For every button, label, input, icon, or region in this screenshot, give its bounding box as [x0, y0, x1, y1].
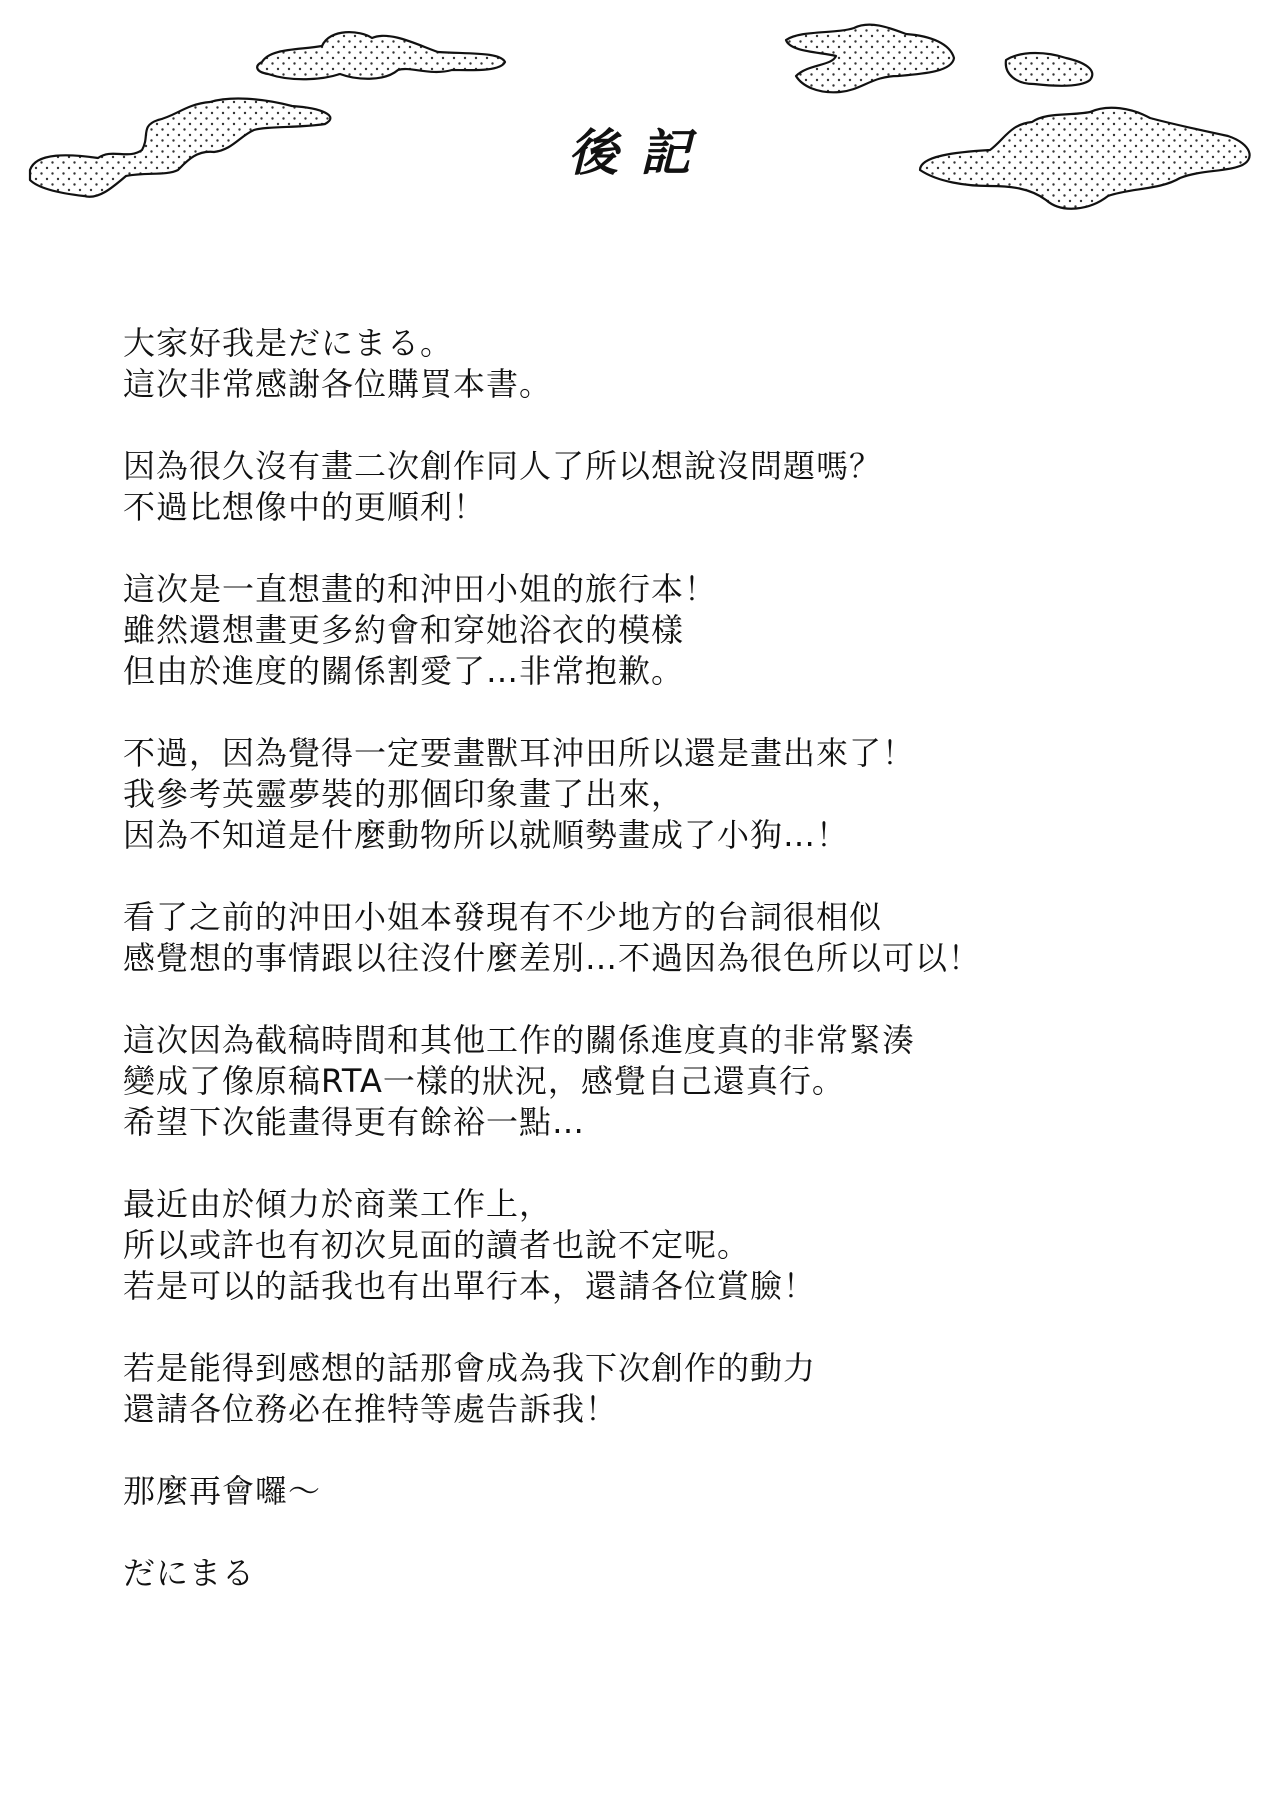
- text-line: 因為很久沒有畫二次創作同人了所以想說沒問題嗎？: [123, 447, 883, 485]
- text-line: 若是能得到感想的話那會成為我下次創作的動力: [123, 1349, 817, 1387]
- text-line: 但由於進度的關係割愛了…非常抱歉。: [123, 652, 685, 690]
- paragraph-animal-ears: [123, 733, 1223, 856]
- text-line: 我參考英靈夢裝的那個印象畫了出來，: [123, 775, 685, 813]
- text-line: 不過，因為覺得一定要畫獸耳沖田所以還是畫出來了！: [123, 734, 916, 772]
- text-line: 因為不知道是什麼動物所以就順勢畫成了小狗…！: [123, 816, 850, 854]
- paragraph-doujin: [123, 446, 1223, 528]
- text-line: 看了之前的沖田小姐本發現有不少地方的台詞很相似: [123, 898, 883, 936]
- text-line: 最近由於傾力於商業工作上，: [123, 1185, 553, 1223]
- cloud-left-top: [257, 32, 505, 79]
- text-line: 感覺想的事情跟以往沒什麼差別…不過因為很色所以可以！: [123, 939, 982, 977]
- paragraph-farewell: [123, 1471, 1223, 1512]
- afterword-body: [123, 323, 1223, 1635]
- paragraph-previous-books: [123, 897, 1223, 979]
- page-title: 後記: [568, 124, 712, 182]
- text-line: 那麼再會囉～: [123, 1472, 322, 1510]
- text-line: 這次非常感謝各位購買本書。: [123, 365, 553, 403]
- text-line: 大家好我是だにまる。: [123, 324, 454, 362]
- text-line: 變成了像原稿RTA一樣的狀況，感覺自己還真行。: [123, 1062, 845, 1100]
- cloud-right-top: [786, 25, 954, 93]
- author-name: だにまる: [123, 1554, 256, 1592]
- text-line: 這次是一直想畫的和沖田小姐的旅行本！: [123, 570, 718, 608]
- cloud-right-small: [1006, 53, 1093, 86]
- text-line: 若是可以的話我也有出單行本，還請各位賞臉！: [123, 1267, 817, 1305]
- paragraph-travel-book: [123, 569, 1223, 692]
- paragraph-feedback: [123, 1348, 1223, 1430]
- text-line: 雖然還想畫更多約會和穿她浴衣的模樣: [123, 611, 685, 649]
- paragraph-greeting: [123, 323, 1223, 405]
- text-line: 這次因為截稿時間和其他工作的關係進度真的非常緊湊: [123, 1021, 916, 1059]
- paragraph-deadline: [123, 1020, 1223, 1143]
- paragraph-commercial-work: [123, 1184, 1223, 1307]
- text-line: 不過比想像中的更順利！: [123, 488, 487, 526]
- signature: [123, 1553, 1223, 1594]
- text-line: 還請各位務必在推特等處告訴我！: [123, 1390, 619, 1428]
- text-line: 所以或許也有初次見面的讀者也說不定呢。: [123, 1226, 751, 1264]
- text-line: 希望下次能畫得更有餘裕一點…: [123, 1103, 586, 1141]
